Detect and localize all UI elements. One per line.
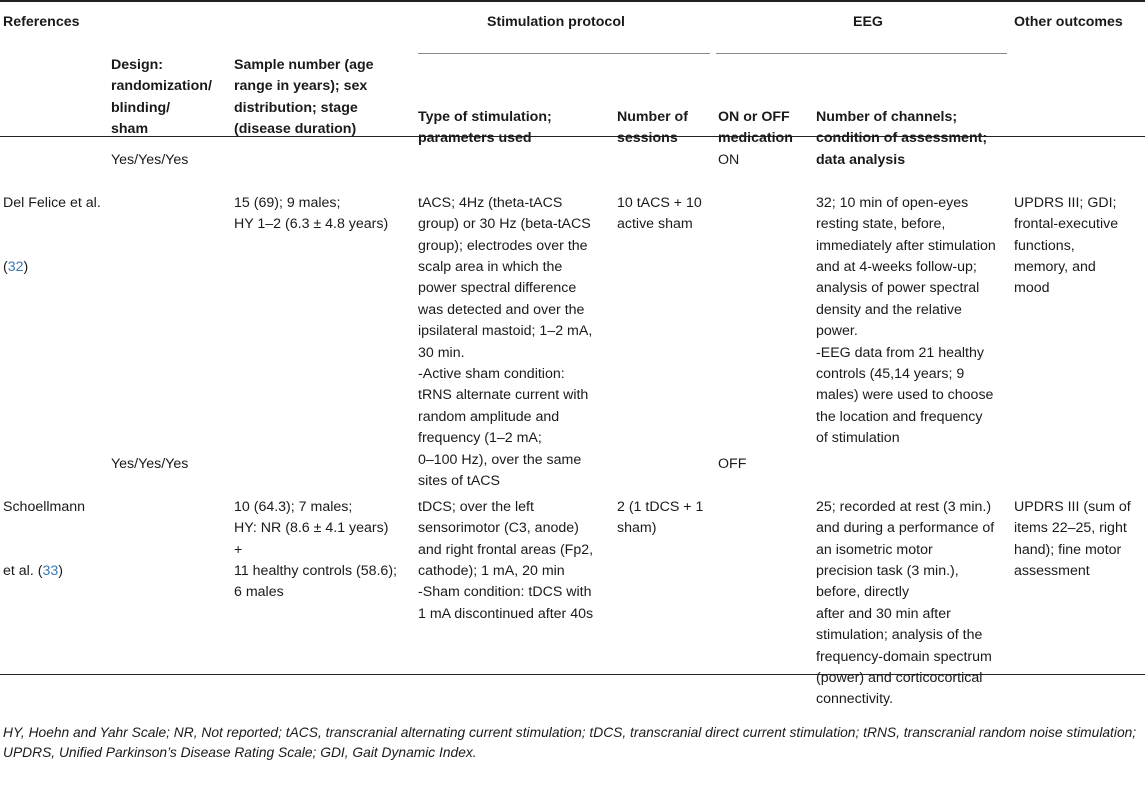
table-footnote: HY, Hoehn and Yahr Scale; NR, Not reported; tACS, transcranial alternating current stimulation; tDCS, transcranial direct current stimulation; tRNS, transcranial random noise stimulation; UPDRS, Unified Parkinson’s Disease Rating Scale; GDI, Gait Dynamic Index.	[3, 725, 1137, 760]
row1-reference: Del Felice et al. (32)	[3, 194, 101, 276]
row1-medication: ON	[718, 152, 740, 168]
header-references: References	[3, 14, 80, 30]
row2-reference: Schoellmann et al. (33)	[3, 498, 86, 580]
stimulation-protocol-underline	[418, 53, 710, 54]
row2-eeg: 25; recorded at rest (3 min.) and during a performance of an isometric motor precision task (3 min.), before, directly after and 30 min after stimulation; analysis of the frequency-domain spectrum (power) and corticocortical connectivity.	[816, 498, 995, 708]
top-rule	[0, 0, 1145, 2]
row1-stimulation: tACS; 4Hz (theta-tACS group) or 30 Hz (beta-tACS group); electrodes over the scalp area in which the power spectral difference was detected and over the ipsilateral mastoid; 1–2 mA, 30 min. -Active sham condition: tRNS alternate current with random amplitude and frequency (1–2 mA; 0–100 Hz), over the same sites of tACS	[418, 194, 593, 490]
row1-outcomes: UPDRS III; GDI; frontal-executive functions, memory, and mood	[1014, 194, 1119, 297]
row1-eeg: 32; 10 min of open-eyes resting state, before, immediately after stimulation and at 4-weeks follow-up; analysis of power spectral density and the relative power. -EEG data from 21 healthy controls (45,14 years; 9 males) were used to choose the location and frequency of stimulation	[816, 194, 996, 447]
row2-outcomes: UPDRS III (sum of items 22–25, right hand); fine motor assessment	[1014, 498, 1131, 580]
row2-medication: OFF	[718, 456, 747, 472]
row2-sample: 10 (64.3); 7 males; HY: NR (8.6 ± 4.1 years) + 11 healthy controls (58.6); 6 males	[234, 498, 397, 601]
row1-design: Yes/Yes/Yes	[111, 152, 189, 168]
row2-sessions: 2 (1 tDCS + 1 sham)	[617, 498, 704, 537]
header-other-outcomes: Other outcomes	[1014, 14, 1123, 30]
row1-sessions: 10 tACS + 10 active sham	[617, 194, 702, 233]
header-number-of-sessions: Number of sessions	[617, 108, 688, 147]
header-channels: Number of channels; condition of assessment; data analysis	[816, 108, 988, 168]
row1-sample: 15 (69); 9 males; HY 1–2 (6.3 ± 4.8 years)	[234, 194, 389, 233]
header-medication: ON or OFF medication	[718, 108, 793, 147]
header-design: Design: randomization/ blinding/ sham	[111, 56, 212, 138]
citation-link[interactable]: 32	[7, 259, 24, 276]
citation-link[interactable]: 33	[42, 563, 59, 580]
header-stimulation-protocol: Stimulation protocol	[487, 14, 625, 30]
eeg-underline	[716, 53, 1007, 54]
row2-design: Yes/Yes/Yes	[111, 456, 189, 472]
header-type-of-stimulation: Type of stimulation; parameters used	[418, 108, 552, 147]
header-eeg: EEG	[853, 14, 883, 30]
row2-stimulation: tDCS; over the left sensorimotor (C3, anode) and right frontal areas (Fp2, cathode); 1 mA, 20 min -Sham condition: tDCS with 1 mA discontinued after 40s	[418, 498, 594, 622]
header-sample: Sample number (age range in years); sex distribution; stage (disease duration)	[234, 56, 374, 138]
